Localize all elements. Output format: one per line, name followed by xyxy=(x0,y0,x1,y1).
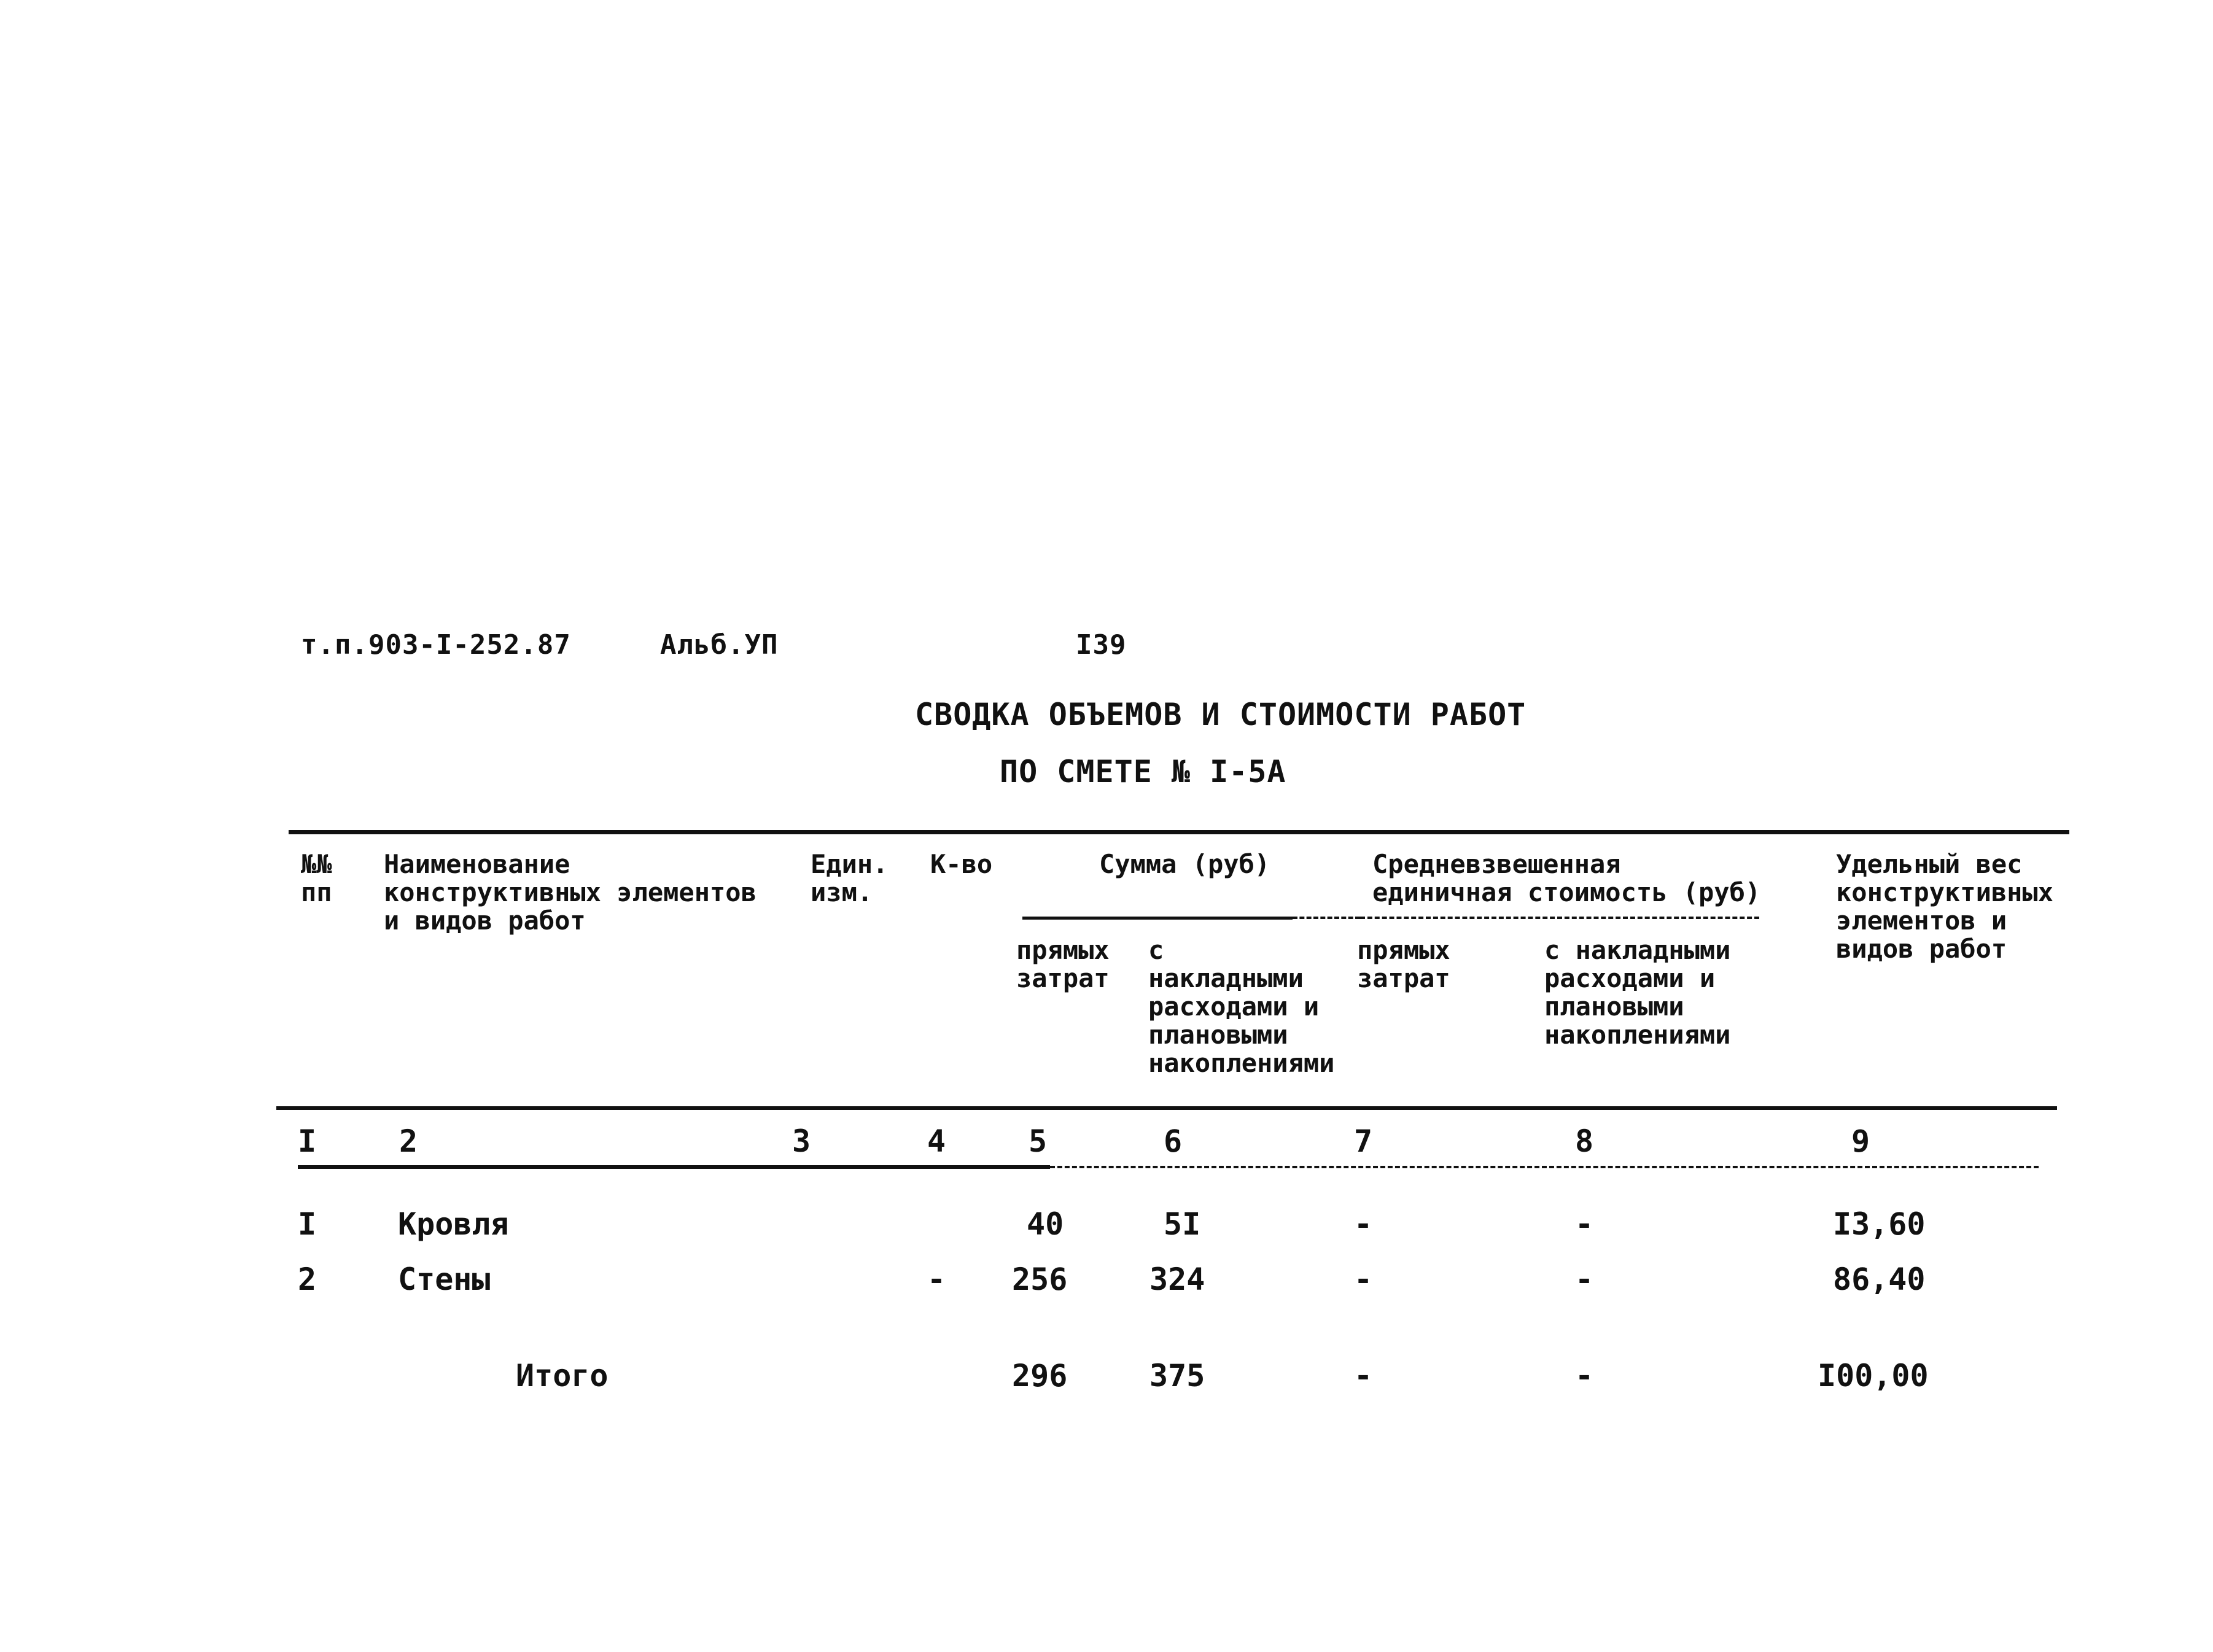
total-share: I00,00 xyxy=(1818,1358,1929,1394)
table-row-name: Кровля xyxy=(398,1206,509,1242)
avg-group-rule xyxy=(1360,917,1759,919)
table-row-number: 2 xyxy=(298,1262,317,1297)
table-row-share: I3,60 xyxy=(1833,1206,1926,1242)
table-row-avg-direct: - xyxy=(1354,1206,1373,1242)
colnum-bottom-rule xyxy=(298,1165,1050,1169)
table-row-avg-overhead: - xyxy=(1575,1206,1594,1242)
header-avg-direct: прямых затрат xyxy=(1357,935,1450,993)
header-direct-costs: прямых затрат xyxy=(1016,935,1110,993)
column-number: 4 xyxy=(927,1123,946,1159)
colnum-bottom-rule-dashed xyxy=(1050,1166,2039,1168)
header-sum-group: Сумма (руб) xyxy=(1099,849,1270,879)
header-avg-with-overhead: с накладными расходами и плановыми накоплениями xyxy=(1544,935,1731,1050)
document-title-line1: СВОДКА ОБЪЕМОВ И СТОИМОСТИ РАБОТ xyxy=(915,697,1527,732)
header-bottom-rule xyxy=(276,1106,2057,1110)
page-number: I39 xyxy=(1076,629,1127,661)
album-label: Альб.УП xyxy=(660,629,779,661)
column-number: 8 xyxy=(1575,1123,1594,1159)
total-avg-direct: - xyxy=(1354,1358,1373,1394)
table-row-direct: 40 xyxy=(1027,1206,1064,1242)
total-with-overhead: 375 xyxy=(1149,1358,1205,1394)
column-number: 6 xyxy=(1164,1123,1183,1159)
table-row-with-overhead: 324 xyxy=(1149,1262,1205,1297)
table-top-rule xyxy=(289,830,2069,834)
header-unit: Един. изм. xyxy=(811,849,889,907)
header-average-cost-group: Средневзвешенная единичная стоимость (руб) xyxy=(1372,849,1761,907)
total-avg-overhead: - xyxy=(1575,1358,1594,1394)
document-title-line2: ПО СМЕТЕ № I-5А xyxy=(1000,754,1286,789)
table-row-avg-overhead: - xyxy=(1575,1262,1594,1297)
header-with-overhead: с накладными расходами и плановыми накоплениями xyxy=(1148,935,1335,1078)
header-row-number: №№ пп xyxy=(301,849,332,907)
column-number: I xyxy=(298,1123,317,1159)
header-quantity: К-во xyxy=(930,849,993,879)
table-row-name: Стены xyxy=(398,1262,491,1297)
table-row-with-overhead: 5I xyxy=(1164,1206,1201,1242)
header-element-name: Наименование конструктивных элементов и видов работ xyxy=(384,849,756,936)
column-number: 7 xyxy=(1354,1123,1373,1159)
table-row-direct: 256 xyxy=(1012,1262,1068,1297)
project-code: т.п.903-I-252.87 xyxy=(301,629,571,661)
column-number: 3 xyxy=(792,1123,811,1159)
total-direct: 296 xyxy=(1012,1358,1068,1394)
header-share: Удельный вес конструктивных элементов и видов работ xyxy=(1836,849,2054,964)
table-row-avg-direct: - xyxy=(1354,1262,1373,1297)
table-row-number: I xyxy=(298,1206,317,1242)
sum-group-rule xyxy=(1022,917,1293,920)
column-number: 9 xyxy=(1851,1123,1870,1159)
column-number: 2 xyxy=(399,1123,418,1159)
sum-group-rule-dashed xyxy=(1293,917,1360,919)
total-label: Итого xyxy=(516,1358,609,1394)
table-row-quantity: - xyxy=(927,1262,946,1297)
table-row-share: 86,40 xyxy=(1833,1262,1926,1297)
column-number: 5 xyxy=(1029,1123,1048,1159)
